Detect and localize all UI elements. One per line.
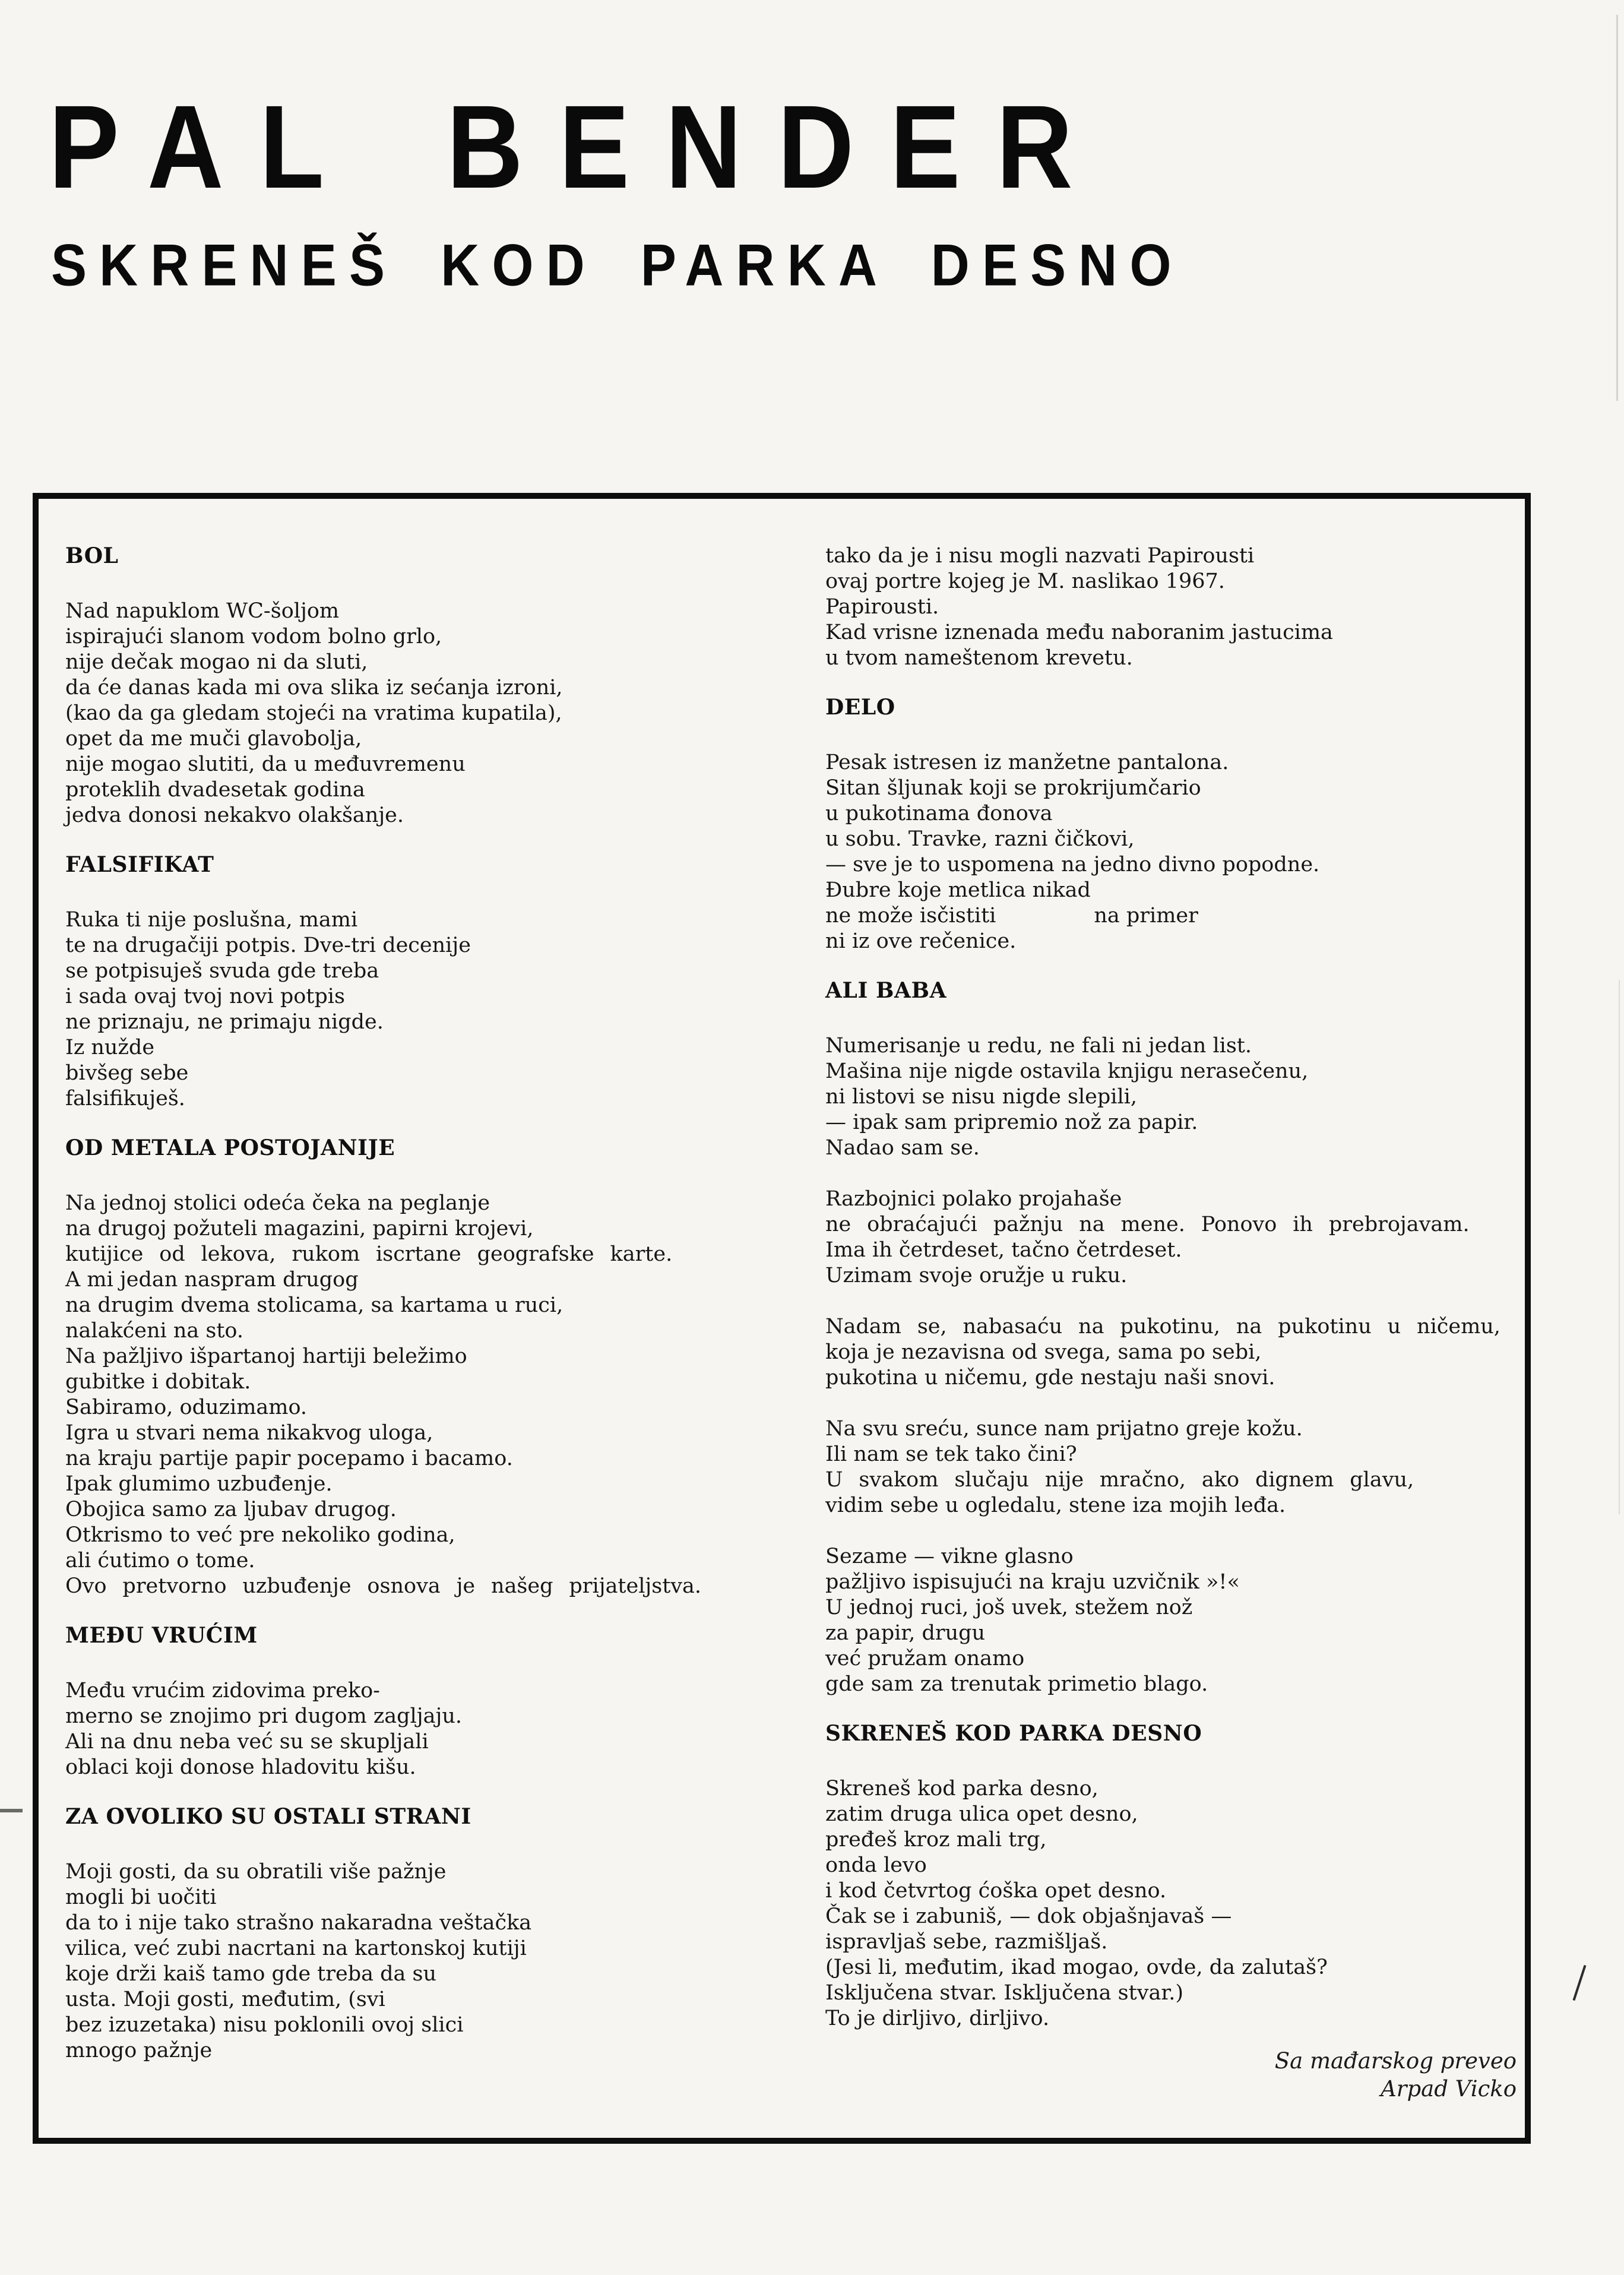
poem-line: pređeš kroz mali trg, [825, 1828, 1047, 1852]
stanza [825, 1314, 1532, 1391]
poem-line: Ili nam se tek tako čini? [825, 1442, 1077, 1466]
stanza [825, 1033, 1532, 1161]
poem-line: Skreneš kod parka desno, [825, 1777, 1099, 1801]
poem-line: ovaj portre kojeg je M. naslikao 1967. [825, 569, 1225, 593]
poem-line: Ovo pretvorno uzbuđenje osnova je našeg prijateljstva. [65, 1574, 702, 1598]
poem-line: gde sam za trenutak primetio blago. [825, 1672, 1208, 1696]
poem-heading: SKRENEŠ KOD PARKA DESNO [825, 1721, 1202, 1746]
poem-heading: ZA OVOLIKO SU OSTALI STRANI [65, 1804, 471, 1829]
stanza [825, 1776, 1532, 2032]
poem-line: onda levo [825, 1853, 927, 1877]
poem-line: ne priznaju, ne primaju nigde. [65, 1010, 384, 1034]
poem-line: falsifikuješ. [65, 1087, 185, 1110]
poem-line: koja je nezavisna od svega, sama po sebi, [825, 1340, 1262, 1364]
poem-line: Ima ih četrdeset, tačno četrdeset. [825, 1238, 1182, 1262]
poem-line [825, 903, 1532, 929]
right-column [825, 543, 1532, 2103]
scan-mark-backslash [1573, 1965, 1587, 2001]
poem-line: oblaci koji donose hladovitu kišu. [65, 1755, 416, 1779]
poem-line: pažljivo ispisujući na kraju uzvičnik »!« [825, 1570, 1240, 1594]
poem-line: Nadao sam se. [825, 1136, 980, 1160]
poem-line: kutijice od lekova, rukom iscrtane geografske karte. [65, 1242, 673, 1266]
poem-line: na drugoj požuteli magazini, papirni krojevi, [65, 1217, 534, 1241]
poem-line: merno se znojimo pri dugom zagljaju. [65, 1704, 462, 1728]
poem-line: Isključena stvar. Isključena stvar.) [825, 1981, 1183, 2005]
poem-line: Nad napuklom WC-šoljom [65, 599, 340, 623]
poem-line: opet da me muči glavobolja, [65, 727, 362, 751]
stanza [65, 1678, 811, 1780]
poem-line: nalakćeni na sto. [65, 1319, 243, 1343]
poem-line: Ruka ti nije poslušna, mami [65, 908, 358, 932]
stanza [825, 1186, 1532, 1289]
line-left-part: ne može isčistiti [825, 904, 996, 928]
poem-line: Igra u stvari nema nikakvog uloga, [65, 1421, 433, 1445]
poem-heading: MEĐU VRUĆIM [65, 1623, 258, 1648]
poem-line: Đubre koje metlica nikad [825, 878, 1091, 902]
poem-line: Razbojnici polako projahaše [825, 1187, 1122, 1211]
poem-line: zatim druga ulica opet desno, [825, 1802, 1138, 1826]
stanza [825, 750, 1532, 954]
poem-line: u sobu. Travke, razni čičkovi, [825, 827, 1135, 851]
poem-line: ne obraćajući pažnju na mene. Ponovo ih prebrojavam. [825, 1213, 1470, 1236]
poem-line: pukotina u ničemu, gde nestaju naši snovi. [825, 1366, 1275, 1390]
poem-line: Kad vrisne iznenada među naboranim jastucima [825, 621, 1333, 644]
poem-line: ispravljaš sebe, razmišljaš. [825, 1930, 1108, 1954]
page-subtitle: SKRENEŠ KOD PARKA DESNO [51, 233, 1184, 299]
poem-line: bez izuzetaka) nisu poklonili ovoj slici [65, 2013, 464, 2037]
poem-line: To je dirljivo, dirljivo. [825, 2007, 1050, 2030]
poem-line: U jednoj ruci, još uvek, stežem nož [825, 1596, 1193, 1619]
poem-line: Mašina nije nigde ostavila knjigu nerasečenu, [825, 1059, 1309, 1083]
poem-line: već pružam onamo [825, 1647, 1025, 1670]
poem-line: da će danas kada mi ova slika iz sećanja izroni, [65, 676, 563, 700]
stanza [65, 907, 811, 1112]
poem-heading: BOL [65, 543, 119, 568]
poem-line: Uzimam svoje oružje u ruku. [825, 1264, 1128, 1287]
line-right-part: na primer [1094, 904, 1198, 928]
poem-line: (kao da ga gledam stojeći na vratima kupatila), [65, 701, 562, 725]
poem-line: Numerisanje u redu, ne fali ni jedan list. [825, 1034, 1252, 1058]
poem-line: Sitan šljunak koji se prokrijumčario [825, 776, 1201, 800]
poem-line: u tvom nameštenom krevetu. [825, 646, 1133, 670]
poem-line: koje drži kaiš tamo gde treba da su [65, 1962, 436, 1986]
poems-box [33, 493, 1531, 2144]
translator-line: Sa mađarskog preveo [1274, 2048, 1517, 2074]
poem-line: (Jesi li, međutim, ikad mogao, ovde, da zalutaš? [825, 1956, 1328, 1979]
poem-line: nije mogao slutiti, da u međuvremenu [65, 752, 466, 776]
poem-line: usta. Moji gosti, međutim, (svi [65, 1988, 385, 2011]
poem-line: na kraju partije papir pocepamo i bacamo. [65, 1447, 513, 1470]
poem-line: bivšeg sebe [65, 1061, 189, 1085]
poem-line: Na jednoj stolici odeća čeka na peglanje [65, 1191, 490, 1215]
stanza [825, 1416, 1532, 1518]
translator-name: Arpad Vicko [1381, 2076, 1517, 2102]
poem-line: gubitke i dobitak. [65, 1370, 251, 1394]
poem-line: tako da je i nisu mogli nazvati Papirousti [825, 544, 1255, 568]
poem-line: Sezame — vikne glasno [825, 1545, 1074, 1568]
poem-line: proteklih dvadesetak godina [65, 778, 365, 802]
poem-line: i kod četvrtog ćoška opet desno. [825, 1879, 1167, 1903]
poem-line: Otkrismo to već pre nekoliko godina, [65, 1523, 455, 1547]
poem-line: ispirajući slanom vodom bolno grlo, [65, 625, 442, 648]
poem-line: mogli bi uočiti [65, 1885, 217, 1909]
poem-line: nije dečak mogao ni da sluti, [65, 650, 368, 674]
stanza [65, 599, 811, 828]
poem-line: Iz nužde [65, 1036, 155, 1059]
poem-line: Na pažljivo išpartanoj hartiji beležimo [65, 1344, 467, 1368]
poem-line: — sve je to uspomena na jedno divno popodne. [825, 853, 1320, 877]
stanza [65, 1191, 811, 1599]
poem-line: A mi jedan naspram drugog [65, 1268, 359, 1292]
poem-line: Čak se i zabuniš, — dok objašnjavaš — [825, 1904, 1232, 1928]
scan-edge-line [1616, 15, 1618, 401]
poem-line: Papirousti. [825, 595, 939, 619]
poem-line: Moji gosti, da su obratili više pažnje [65, 1860, 447, 1884]
poem-line: Pesak istresen iz manžetne pantalona. [825, 751, 1229, 774]
poem-heading: OD METALA POSTOJANIJE [65, 1135, 395, 1160]
poem-line: U svakom slučaju nije mračno, ako dignem glavu, [825, 1468, 1414, 1492]
poem-heading: ALI BABA [825, 978, 947, 1003]
poem-line: Među vrućim zidovima preko- [65, 1679, 380, 1703]
poem-line: Ipak glumimo uzbuđenje. [65, 1472, 333, 1496]
poem-line: za papir, drugu [825, 1621, 986, 1645]
scan-edge-line-2 [1619, 980, 1620, 1514]
poem-line: Na svu sreću, sunce nam prijatno greje kožu. [825, 1417, 1303, 1441]
poem-heading: DELO [825, 695, 895, 720]
stanza [65, 1859, 811, 2064]
poem-line: ni listovi se nisu nigde slepili, [825, 1085, 1137, 1109]
poem-line: u pukotinama đonova [825, 802, 1053, 825]
poem-line: vidim sebe u ogledalu, stene iza mojih leđa. [825, 1494, 1286, 1517]
poem-line: ni iz ove rečenice. [825, 929, 1017, 953]
scan-mark-dash [0, 1809, 23, 1812]
poem-line: se potpisuješ svuda gde treba [65, 959, 379, 983]
poem-line: ali ćutimo o tome. [65, 1549, 255, 1572]
page-title: PAL BENDER [49, 80, 1109, 213]
stanza [825, 543, 1532, 671]
poem-line: te na drugačiji potpis. Dve-tri decenije [65, 934, 471, 957]
poem-line: vilica, već zubi nacrtani na kartonskoj kutiji [65, 1937, 527, 1960]
poem-line: i sada ovaj tvoj novi potpis [65, 985, 345, 1008]
poem-line: Ali na dnu neba već su se skupljali [65, 1730, 429, 1754]
poem-line: Nadam se, nabasaću na pukotinu, na pukotinu u ničemu, [825, 1315, 1500, 1339]
poem-line: na drugim dvema stolicama, sa kartama u ruci, [65, 1293, 564, 1317]
poem-line: — ipak sam pripremio nož za papir. [825, 1110, 1198, 1134]
poem-line: Obojica samo za ljubav drugog. [65, 1498, 397, 1521]
left-column [65, 543, 811, 2064]
poem-line: Sabiramo, oduzimamo. [65, 1396, 308, 1419]
poem-line: da to i nije tako strašno nakaradna veštačka [65, 1911, 532, 1935]
poem-line: mnogo pažnje [65, 2039, 213, 2062]
stanza [825, 1544, 1532, 1697]
translator-credit [825, 2047, 1532, 2103]
poem-heading: FALSIFIKAT [65, 852, 214, 877]
poem-line: jedva donosi nekakvo olakšanje. [65, 803, 404, 827]
